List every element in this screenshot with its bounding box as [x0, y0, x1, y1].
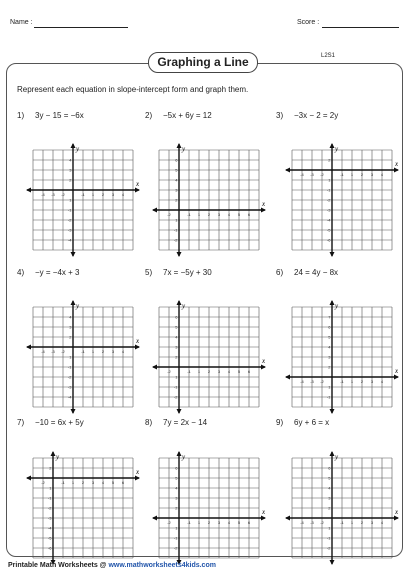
axis-arrow: [261, 516, 266, 521]
axis-arrow: [394, 375, 399, 380]
y-tick-label: -1: [67, 364, 72, 370]
x-tick-label: 4: [380, 379, 384, 384]
coordinate-grid-5[interactable]: [151, 299, 267, 415]
x-tick-label: -1: [187, 520, 191, 525]
y-tick-label: 6: [328, 465, 331, 471]
axis-arrow: [71, 300, 76, 305]
x-tick-label: 3: [217, 520, 221, 525]
axis-arrow: [330, 252, 335, 257]
y-tick-label: 1: [328, 384, 331, 390]
problem-equation: −y = −4x + 3: [35, 268, 80, 277]
axis-arrow: [330, 451, 335, 456]
x-tick-label: 1: [91, 349, 95, 354]
y-tick-label: -1: [47, 495, 52, 501]
x-tick-label: 2: [207, 520, 211, 525]
axis-arrow: [394, 516, 399, 521]
x-tick-label: 1: [197, 212, 201, 217]
y-tick-label: 6: [175, 465, 178, 471]
x-tick-label: 1: [350, 520, 354, 525]
axis-arrow: [177, 300, 182, 305]
y-axis-label: y: [76, 302, 80, 310]
axis-arrow: [394, 168, 399, 173]
axis-arrow: [285, 168, 290, 173]
axis-arrow: [26, 345, 31, 350]
axis-arrow: [261, 208, 266, 213]
instructions: Represent each equation in slope-intercept form and graph them.: [17, 85, 249, 94]
axis-arrow: [26, 476, 31, 481]
problem-equation: 7x = −5y + 30: [163, 268, 212, 277]
y-tick-label: -4: [67, 394, 72, 400]
axis-arrow: [152, 516, 157, 521]
problem-number: 9): [276, 418, 284, 427]
x-tick-label: 4: [227, 520, 231, 525]
y-tick-label: 4: [328, 485, 331, 491]
x-tick-label: -1: [81, 349, 85, 354]
x-tick-label: 6: [121, 480, 125, 485]
y-tick-label: -6: [326, 237, 331, 243]
y-tick-label: 2: [49, 465, 52, 471]
y-tick-label: 1: [175, 374, 178, 380]
axis-arrow: [330, 409, 335, 414]
axis-arrow: [177, 451, 182, 456]
y-tick-label: -6: [47, 545, 52, 551]
y-axis-label: y: [335, 302, 339, 310]
x-tick-label: -2: [61, 192, 65, 197]
x-tick-label: -3: [310, 379, 314, 384]
y-tick-label: 1: [49, 485, 52, 491]
y-axis-label: y: [76, 145, 80, 153]
x-tick-label: 5: [111, 480, 115, 485]
problem-number: 6): [276, 268, 284, 277]
x-axis-label: x: [136, 468, 140, 476]
y-tick-label: -3: [326, 207, 331, 213]
x-tick-label: 5: [237, 212, 241, 217]
x-tick-label: 1: [350, 379, 354, 384]
y-tick-label: -1: [173, 535, 178, 541]
worksheet-code: L2S1: [321, 53, 336, 59]
axis-arrow: [135, 345, 140, 350]
footer-label: Printable Math Worksheets @: [8, 562, 109, 569]
y-axis-label: y: [182, 145, 186, 153]
y-tick-label: -2: [173, 545, 178, 551]
y-tick-label: 3: [175, 495, 178, 501]
x-tick-label: 4: [121, 192, 125, 197]
x-tick-label: 2: [101, 349, 105, 354]
x-tick-label: 3: [111, 349, 115, 354]
y-tick-label: 3: [69, 324, 72, 330]
problem-5: [145, 268, 212, 277]
problem-equation: 3y − 15 = −6x: [35, 111, 84, 120]
x-tick-label: -1: [61, 480, 65, 485]
coordinate-grid-9[interactable]: [284, 450, 400, 566]
worksheet-title: Graphing a Line: [148, 52, 258, 73]
x-tick-label: -1: [340, 379, 344, 384]
y-axis-label: y: [335, 145, 339, 153]
y-tick-label: 2: [328, 364, 331, 370]
x-tick-label: 2: [101, 192, 105, 197]
axis-arrow: [135, 188, 140, 193]
x-tick-label: -3: [51, 192, 55, 197]
y-tick-label: 2: [69, 334, 72, 340]
problem-equation: −3x − 2 = 2y: [294, 111, 339, 120]
problem-3: [276, 111, 338, 120]
problem-number: 5): [145, 268, 153, 277]
x-tick-label: 3: [370, 172, 374, 177]
y-tick-label: -1: [326, 394, 331, 400]
y-tick-label: 4: [328, 344, 331, 350]
y-tick-label: 1: [69, 197, 72, 203]
coordinate-grid-8[interactable]: [151, 450, 267, 566]
problem-equation: 7y = 2x − 14: [163, 418, 208, 427]
axis-arrow: [330, 143, 335, 148]
x-tick-label: 6: [247, 212, 251, 217]
x-tick-label: 4: [227, 369, 231, 374]
x-tick-label: 3: [111, 192, 115, 197]
x-tick-label: -1: [340, 520, 344, 525]
axis-arrow: [51, 451, 56, 456]
x-axis-label: x: [395, 508, 399, 516]
y-tick-label: 5: [175, 167, 178, 173]
x-tick-label: -4: [300, 172, 304, 177]
x-tick-label: -2: [320, 172, 324, 177]
y-tick-label: 1: [175, 525, 178, 531]
x-tick-label: 3: [370, 379, 374, 384]
y-tick-label: 3: [175, 187, 178, 193]
problem-6: [276, 268, 338, 277]
x-tick-label: 2: [360, 172, 364, 177]
x-tick-label: 2: [360, 520, 364, 525]
name-field[interactable]: [34, 27, 128, 28]
y-tick-label: 6: [175, 157, 178, 163]
x-axis-label: x: [395, 367, 399, 375]
x-tick-label: -4: [41, 192, 45, 197]
y-axis-label: y: [56, 453, 60, 461]
x-tick-label: 5: [237, 369, 241, 374]
y-tick-label: 4: [175, 485, 178, 491]
problem-9: [276, 418, 329, 427]
coordinate-grid-4[interactable]: [25, 299, 141, 415]
x-tick-label: 4: [380, 172, 384, 177]
axis-arrow: [71, 252, 76, 257]
axis-arrow: [71, 409, 76, 414]
axis-arrow: [285, 375, 290, 380]
y-axis-label: y: [182, 302, 186, 310]
footer: [8, 562, 216, 569]
x-tick-label: -3: [310, 520, 314, 525]
x-tick-label: 6: [247, 520, 251, 525]
footer-url[interactable]: www.mathworksheets4kids.com: [108, 562, 216, 569]
x-tick-label: 2: [207, 369, 211, 374]
y-tick-label: 5: [328, 475, 331, 481]
problem-7: [17, 418, 84, 427]
problem-number: 3): [276, 111, 284, 120]
y-tick-label: 4: [69, 157, 72, 163]
y-tick-label: -5: [326, 227, 331, 233]
y-tick-label: 5: [328, 334, 331, 340]
problem-number: 7): [17, 418, 25, 427]
x-tick-label: 4: [101, 480, 105, 485]
y-tick-label: 2: [328, 157, 331, 163]
x-tick-label: 3: [217, 212, 221, 217]
y-tick-label: -1: [173, 384, 178, 390]
x-tick-label: 3: [91, 480, 95, 485]
x-tick-label: 1: [197, 369, 201, 374]
y-tick-label: 3: [69, 167, 72, 173]
axis-arrow: [177, 409, 182, 414]
x-tick-label: 1: [91, 192, 95, 197]
y-tick-label: 2: [175, 197, 178, 203]
y-tick-label: -2: [173, 237, 178, 243]
axis-arrow: [285, 516, 290, 521]
y-tick-label: -4: [47, 525, 52, 531]
coordinate-grid-2[interactable]: [151, 142, 267, 258]
y-tick-label: -1: [173, 227, 178, 233]
axis-arrow: [177, 143, 182, 148]
y-tick-label: 1: [69, 354, 72, 360]
coordinate-grid-7[interactable]: [25, 450, 141, 566]
x-tick-label: 1: [71, 480, 75, 485]
y-tick-label: 4: [175, 334, 178, 340]
x-tick-label: 3: [370, 520, 374, 525]
axis-arrow: [26, 188, 31, 193]
x-tick-label: 3: [217, 369, 221, 374]
x-axis-label: x: [262, 508, 266, 516]
x-tick-label: -3: [310, 172, 314, 177]
y-tick-label: -1: [326, 187, 331, 193]
y-tick-label: -1: [326, 535, 331, 541]
axis-arrow: [330, 560, 335, 565]
x-tick-label: 1: [350, 172, 354, 177]
y-axis-label: y: [182, 453, 186, 461]
y-tick-label: -3: [47, 515, 52, 521]
x-tick-label: -1: [187, 369, 191, 374]
name-label: Name :: [10, 19, 33, 26]
x-tick-label: -2: [61, 349, 65, 354]
axis-arrow: [152, 208, 157, 213]
x-tick-label: -2: [167, 520, 171, 525]
y-tick-label: -2: [173, 394, 178, 400]
problem-equation: 24 = 4y − 8x: [294, 268, 339, 277]
y-tick-label: -2: [67, 217, 72, 223]
problem-4: [17, 268, 79, 277]
problem-equation: −10 = 6x + 5y: [35, 418, 84, 427]
y-tick-label: 3: [175, 344, 178, 350]
x-axis-label: x: [262, 357, 266, 365]
x-tick-label: -3: [51, 349, 55, 354]
problem-8: [145, 418, 207, 427]
y-tick-label: 3: [328, 495, 331, 501]
axis-arrow: [177, 252, 182, 257]
problem-number: 1): [17, 111, 25, 120]
problem-number: 8): [145, 418, 153, 427]
axis-arrow: [135, 476, 140, 481]
problem-2: [145, 111, 212, 120]
y-tick-label: 2: [175, 354, 178, 360]
y-tick-label: 2: [69, 177, 72, 183]
axis-arrow: [71, 143, 76, 148]
coordinate-grid-3[interactable]: [284, 142, 400, 258]
y-tick-label: 5: [175, 324, 178, 330]
y-tick-label: -3: [67, 384, 72, 390]
x-tick-label: -1: [81, 192, 85, 197]
x-tick-label: 1: [197, 520, 201, 525]
axis-arrow: [330, 300, 335, 305]
y-tick-label: 5: [175, 475, 178, 481]
problem-equation: −5x + 6y = 12: [163, 111, 212, 120]
y-tick-label: 1: [328, 525, 331, 531]
y-tick-label: 2: [328, 505, 331, 511]
y-tick-label: 6: [328, 324, 331, 330]
y-tick-label: -1: [67, 207, 72, 213]
x-tick-label: 4: [227, 212, 231, 217]
x-tick-label: -1: [187, 212, 191, 217]
x-axis-label: x: [136, 337, 140, 345]
y-tick-label: 7: [328, 314, 331, 320]
y-tick-label: 3: [328, 354, 331, 360]
y-tick-label: -3: [67, 227, 72, 233]
x-tick-label: -2: [167, 212, 171, 217]
y-tick-label: -2: [326, 545, 331, 551]
y-tick-label: 2: [175, 505, 178, 511]
x-tick-label: -2: [41, 480, 45, 485]
y-tick-label: -2: [326, 197, 331, 203]
x-axis-label: x: [262, 200, 266, 208]
x-tick-label: 4: [121, 349, 125, 354]
x-tick-label: 2: [81, 480, 85, 485]
axis-arrow: [152, 365, 157, 370]
axis-arrow: [261, 365, 266, 370]
y-tick-label: -2: [67, 374, 72, 380]
coordinate-grid-1[interactable]: [25, 142, 141, 258]
x-axis-label: x: [395, 160, 399, 168]
coordinate-grid-6[interactable]: [284, 299, 400, 415]
y-tick-label: -4: [67, 237, 72, 243]
x-tick-label: -1: [340, 172, 344, 177]
x-tick-label: -4: [41, 349, 45, 354]
y-tick-label: 4: [175, 177, 178, 183]
x-tick-label: 2: [207, 212, 211, 217]
x-tick-label: -2: [167, 369, 171, 374]
y-tick-label: -5: [47, 535, 52, 541]
problem-1: [17, 111, 84, 120]
x-tick-label: 4: [380, 520, 384, 525]
x-axis-label: x: [136, 180, 140, 188]
x-tick-label: 5: [237, 520, 241, 525]
x-tick-label: -4: [300, 520, 304, 525]
y-tick-label: -2: [47, 505, 52, 511]
x-tick-label: 2: [360, 379, 364, 384]
score-field[interactable]: [322, 27, 399, 28]
y-tick-label: 6: [175, 314, 178, 320]
problem-number: 4): [17, 268, 25, 277]
problem-equation: 6y + 6 = x: [294, 418, 330, 427]
y-tick-label: 1: [175, 217, 178, 223]
x-tick-label: -2: [320, 379, 324, 384]
x-tick-label: -4: [300, 379, 304, 384]
score-label: Score :: [297, 19, 320, 26]
problem-number: 2): [145, 111, 153, 120]
y-tick-label: -4: [326, 217, 331, 223]
y-tick-label: 1: [328, 177, 331, 183]
y-axis-label: y: [335, 453, 339, 461]
x-tick-label: 6: [247, 369, 251, 374]
x-tick-label: -2: [320, 520, 324, 525]
y-tick-label: 4: [69, 314, 72, 320]
